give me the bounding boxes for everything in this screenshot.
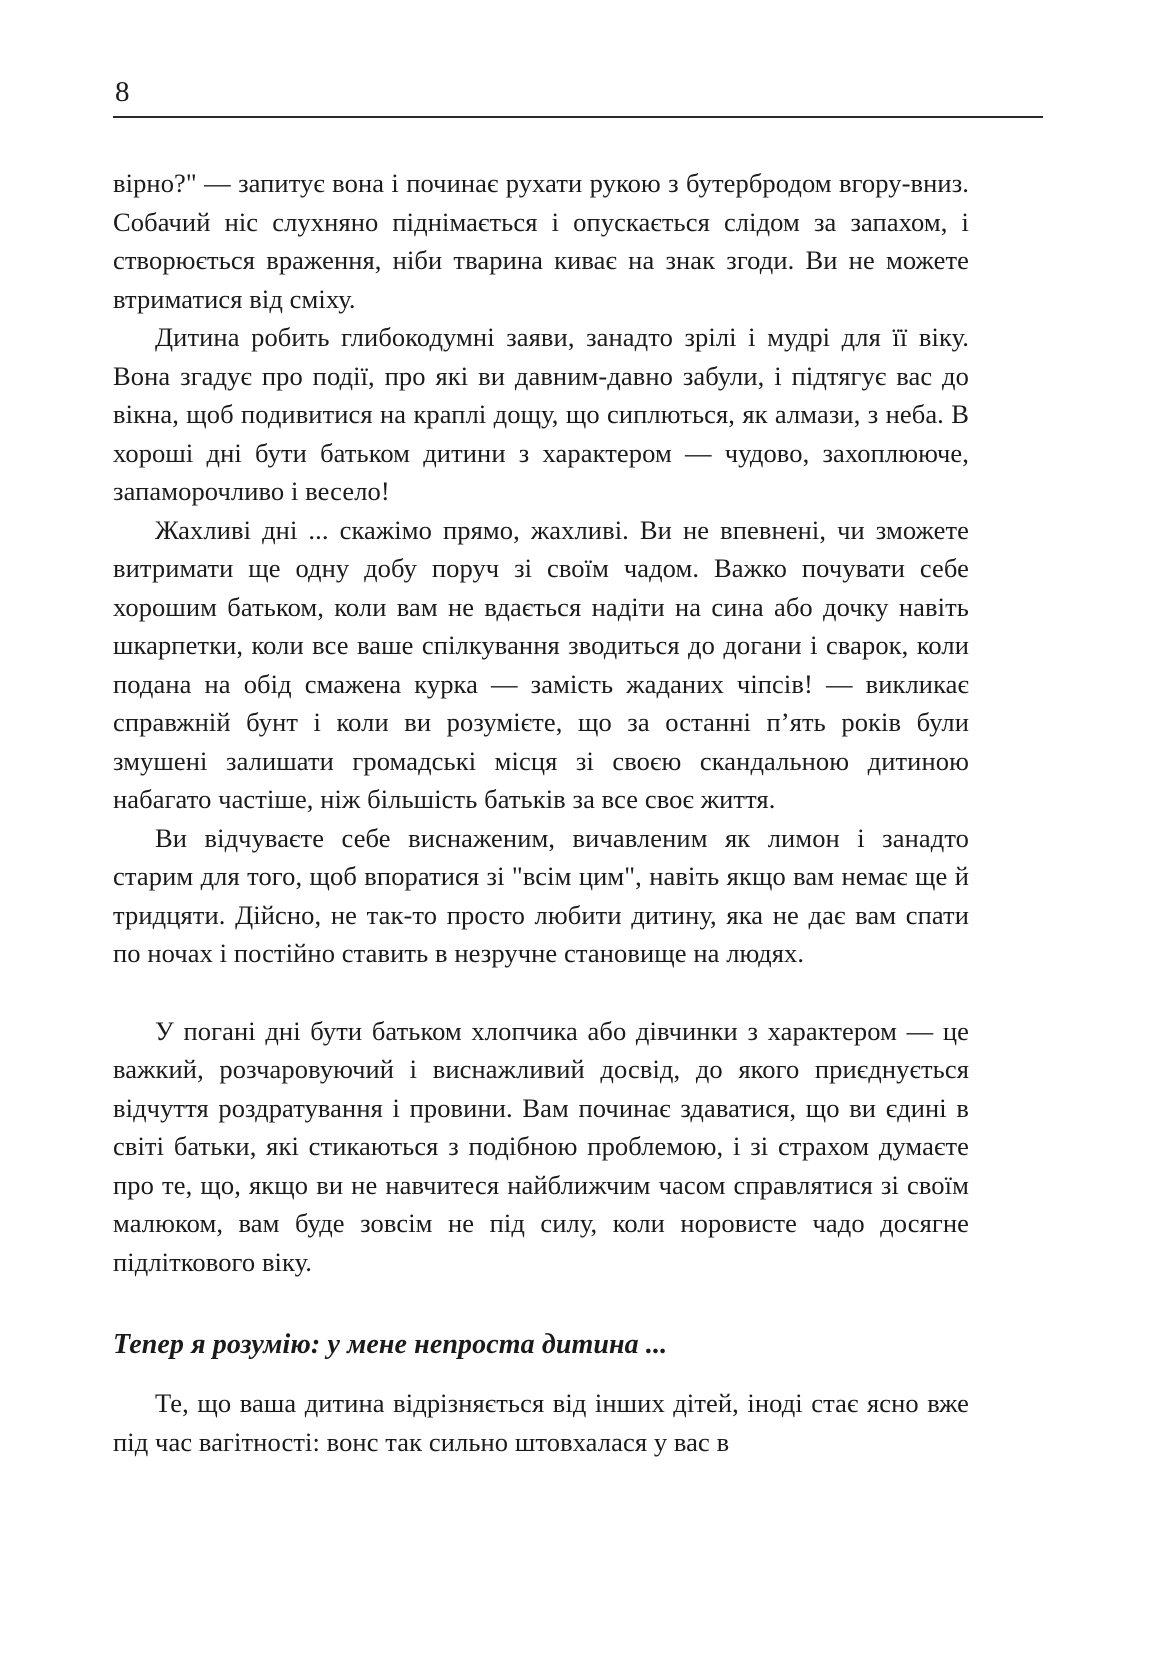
- paragraph: вірно?" — запитує вона і починає рухати рукою з бутербродом вгору-вниз. Собачий ніс слухняно піднімається і опускається слідом за запахом, і створюється враження, ніби тварина киває на знак згоди. Ви не можете втриматися від сміху.: [113, 168, 969, 314]
- page-body: [113, 164, 969, 1461]
- paragraph: Ви відчуваєте себе виснаженим, вичавленим як лимон і занадто старим для того, щоб впоратися зі "всім цим", навіть якщо вам немає ще й тридцяти. Дійсно, не так-то просто любити дитину, яка не дає вам спати по ночах і постійно ставить в незручне становище на людях.: [113, 822, 969, 968]
- paragraph: Жахливі дні ... скажімо прямо, жахливі. Ви не впевнені, чи зможете витримати ще одну добу поруч зі своїм чадом. Важко почувати себе хорошим батьком, коли вам не вдається надіти на сина або дочку навіть шкарпетки, коли все ваше спілкування зводиться до догани і сварок, коли подана на обід смажена курка — замість жаданих чіпсів! — викликає справжній бунт і коли ви розумієте, що за останні п’ять років були змушені залишати громадські місця зі своєю скандальною дитиною набагато частіше, ніж більшість батьків за все своє життя.: [113, 514, 969, 814]
- header-rule: [113, 116, 1043, 118]
- page-number: 8: [115, 76, 130, 108]
- section-heading: Тепер я розумію: у мене непроста дитина ...: [113, 1329, 668, 1360]
- paragraph: Дитина робить глибокодумні заяви, занадто зрілі і мудрі для її віку. Вона згадує про події, про які ви давним-давно забули, і підтягує вас до вікна, щоб подивитися на краплі дощу, що сиплються, як алмази, з неба. В хороші дні бути батьком дитини з характером — чудово, захоплююче, запаморочливо і весело!: [113, 322, 969, 506]
- paragraph: Те, що ваша дитина відрізняється від інших дітей, іноді стає ясно вже під час вагітності: вонс так сильно штовхалася у вас в: [113, 1388, 969, 1457]
- paragraph: У погані дні бути батьком хлопчика або дівчинки з характером — це важкий, розчаровуючий і виснажливий досвід, до якого приєднується відчуття роздратування і провини. Вам починає здаватися, що ви єдині в світі батьки, які стикаються з подібною проблемою, і зі страхом думаєте про те, що, якщо ви не навчитеся найближчим часом справлятися зі своїм малюком, вам буде зовсім не під силу, коли норовисте чадо досягне підліткового віку.: [113, 1015, 969, 1277]
